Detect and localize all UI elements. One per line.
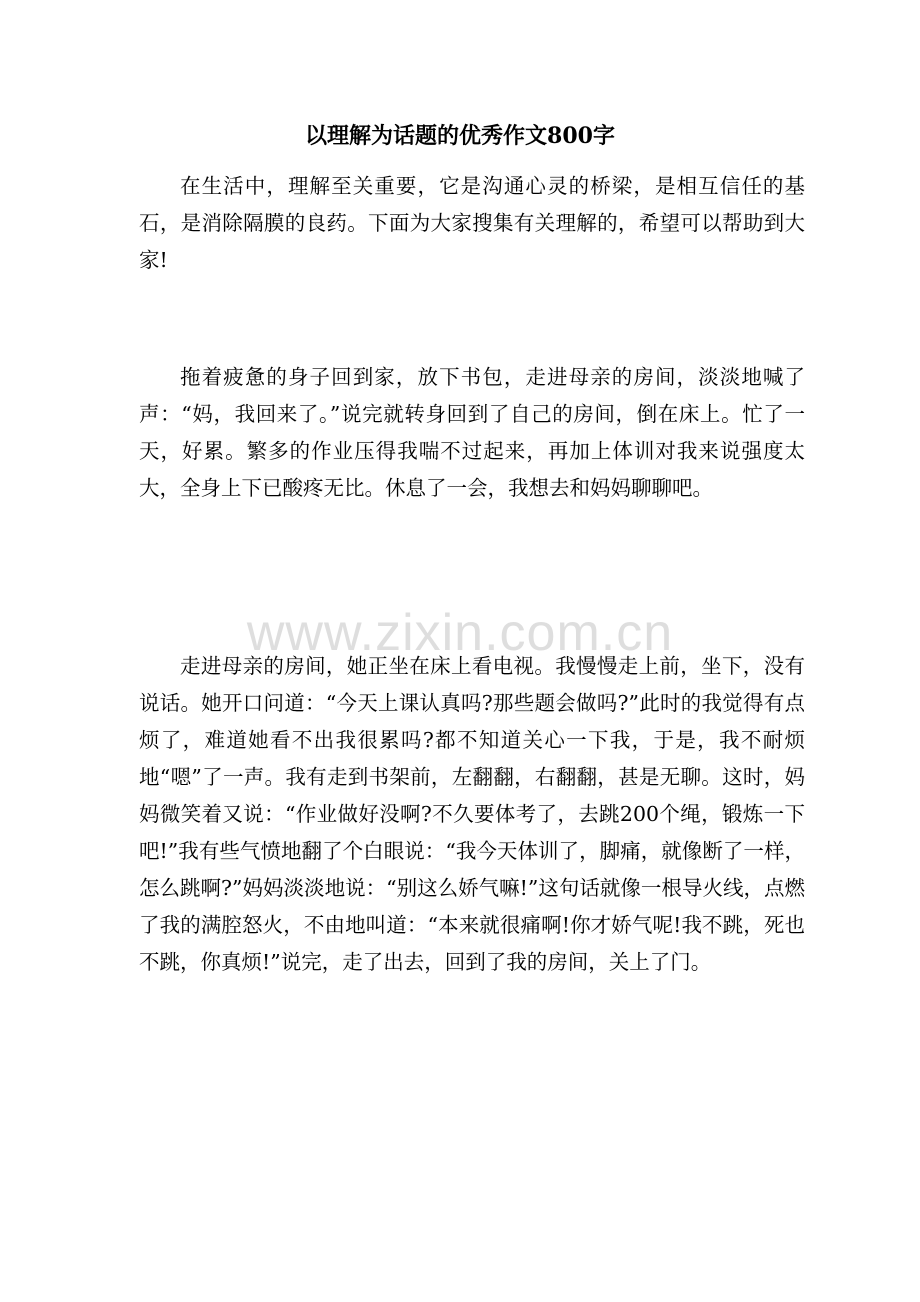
intro-paragraph: 在生活中，理解至关重要，它是沟通心灵的桥梁，是相互信任的基石，是消除隔膜的良药。下面为大家搜集有关理解的，希望可以帮助到大家!	[139, 174, 805, 272]
watermark: www.zixin.com.cn	[246, 604, 674, 662]
document-title: 以理解为话题的优秀作文800字	[305, 123, 615, 149]
body-paragraph-2: 走进母亲的房间，她正坐在床上看电视。我慢慢走上前，坐下，没有说话。她开口问道：“今天上课认真吗?那些题会做吗?”此时的我觉得有点烦了，难道她看不出我很累吗?都不知道关心一下我，于是，我不耐烦地“嗯”了一声。我有走到书架前，左翻翻，右翻翻，甚是无聊。这时，妈妈微笑着又说：“作业做好没啊?不久要体考了，去跳200个绳，锻炼一下吧!”我有些气愤地翻了个白眼说：“我今天体训了，脚痛，就像断了一样，怎么跳啊?”妈妈淡淡地说：“别这么娇气嘛!”这句话就像一根导火线，点燃了我的满腔怒火，不由地叫道：“本来就很痛啊!你才娇气呢!我不跳，死也不跳，你真烦!”说完，走了出去，回到了我的房间，关上了门。	[139, 654, 805, 974]
body-paragraph-1: 拖着疲惫的身子回到家，放下书包，走进母亲的房间，淡淡地喊了声：“妈，我回来了。”说完就转身回到了自己的房间，倒在床上。忙了一天，好累。繁多的作业压得我喘不过起来，再加上体训对我来说强度太大，全身上下已酸疼无比。休息了一会，我想去和妈妈聊聊吧。	[139, 365, 805, 500]
